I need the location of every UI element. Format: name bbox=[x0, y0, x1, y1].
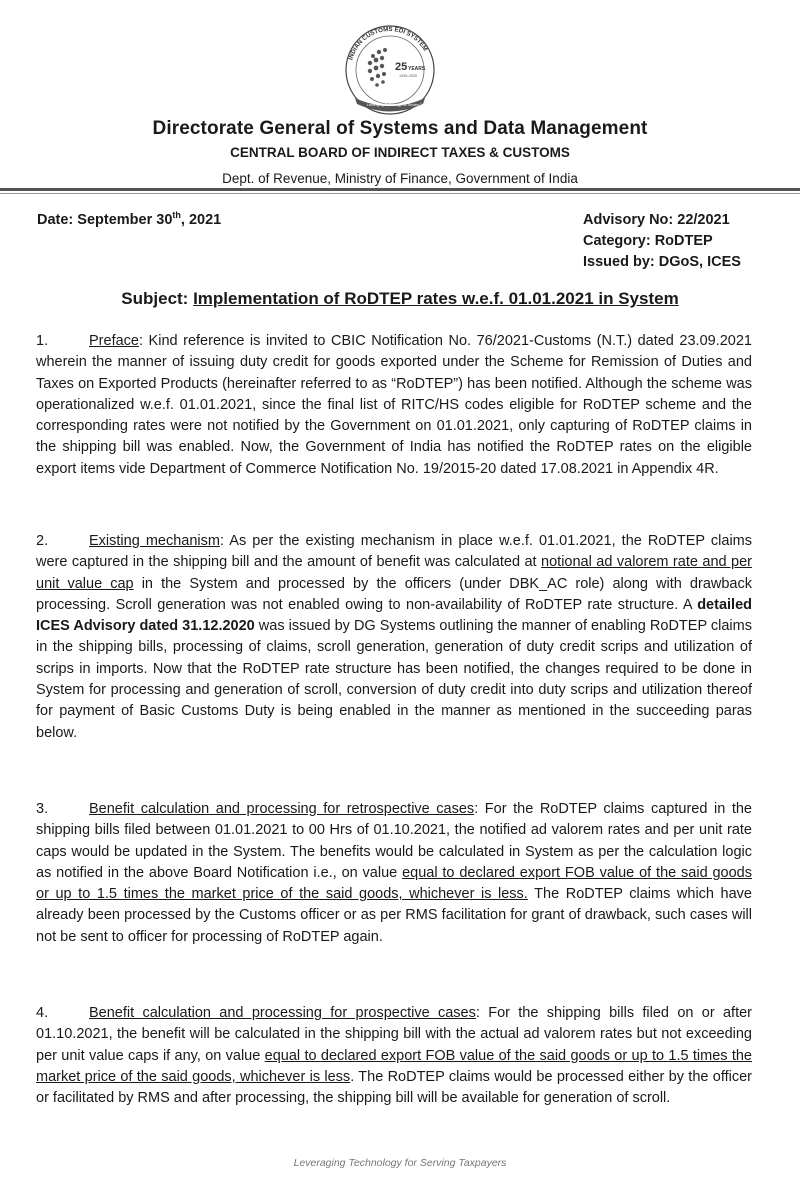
paragraph-heading: Benefit calculation and processing for prospective cases bbox=[89, 1005, 476, 1021]
advisory-date: Date: September 30th, 2021 bbox=[37, 210, 222, 228]
advisory-number: Advisory No: 22/2021 bbox=[583, 212, 730, 228]
advisory-category: Category: RoDTEP bbox=[583, 233, 713, 249]
paragraph-heading: Preface bbox=[89, 333, 139, 349]
org-name: Directorate General of Systems and Data Management bbox=[152, 118, 648, 139]
header-rule bbox=[0, 188, 800, 191]
paragraph-existing-mechanism: 2. Existing mechanism: As per the existing mechanism in place w.e.f. 01.01.2021, the RoDTEP claims were captured in the shipping bill and the amount of benefit was calculated at notional ad valorem rate and per unit value cap in the System and processed by the officers (under DBK_AC role) along with drawback processing. Scroll generation was not enabled owing to non-availability of RoDTEP rate structure. A detailed ICES Advisory dated 31.12.2020 was issued by DG Systems outlining the manner of enabling RoDTEP claims in the shipping bills, processing of claims, scroll generation, generation of duty credit scrips and utilization of scrips in imports. Now that the RoDTEP rate structure has been notified, the changes required to be done in System for processing and generation of scroll, conversion of duty credit into duty scrips and utilization thereof for payment of Basic Customs Duty is being enabled in the manner as mentioned in the succeeding paras below. bbox=[36, 533, 752, 741]
paragraph-heading: Existing mechanism bbox=[89, 533, 220, 549]
subject-line: Subject: Implementation of RoDTEP rates w.e.f. 01.01.2021 in System bbox=[121, 289, 679, 308]
subject-text: Implementation of RoDTEP rates w.e.f. 01.01.2021 in System bbox=[193, 289, 679, 308]
dept-name: Dept. of Revenue, Ministry of Finance, Government of India bbox=[222, 171, 578, 186]
svg-text:Leveraging Technology for Serv: Leveraging Technology for Serving Taxpayers bbox=[367, 103, 436, 107]
advisory-issuer: Issued by: DGoS, ICES bbox=[583, 254, 741, 270]
header-rule-thin bbox=[0, 193, 800, 194]
advisory-meta bbox=[583, 210, 741, 273]
svg-text:1995-2020: 1995-2020 bbox=[399, 74, 418, 78]
footer-tagline: Leveraging Technology for Serving Taxpayers bbox=[293, 1157, 507, 1169]
paragraph-prospective-cases: 4. Benefit calculation and processing for prospective cases: For the shipping bills filed on or after 01.10.2021, the benefit will be calculated in the shipping bill with the actual ad valorem rates but not exceeding per unit value caps if any, on value equal to declared export FOB value of the said goods or up to 1.5 times the market price of the said goods, whichever is less. The RoDTEP claims would be processed either by the officer or facilitated by RMS and after processing, the shipping bill will be available for generation of scroll. bbox=[36, 1005, 752, 1107]
paragraph-preface: 1. Preface: Kind reference is invited to CBIC Notification No. 76/2021-Customs (N.T.) dated 23.09.2021 wherein the manner of issuing duty credit for goods exported under the Scheme for Remission of Duties and Taxes on Exported Products (hereinafter referred to as “RoDTEP”) has been notified. Although the scheme was operationalized w.e.f. 01.01.2021, since the final list of RITC/HS codes eligible for RoDTEP scheme and the corresponding rates were not notified by the Government on 01.01.2021, only capturing of RoDTEP claims in the shipping bill was enabled. Now, the Government of India has notified the RoDTEP rates on the eligible export items vide Department of Commerce Notification No. 19/2015-20 dated 17.08.2021 in Appendix 4R. bbox=[36, 333, 752, 477]
paragraph-retrospective-cases: 3. Benefit calculation and processing for retrospective cases: For the RoDTEP claims captured in the shipping bills filed between 01.01.2021 to 00 Hrs of 01.10.2021, the notified ad valorem rates and per unit rate caps would be updated in the System. The benefits would be calculated in System as per the calculation logic as notified in the above Board Notification i.e., on value equal to declared export FOB value of the said goods or up to 1.5 times the market price of the said goods, whichever is less. The RoDTEP claims which have already been processed by the Customs officer or as per RMS facilitation for grant of drawback, such cases will not be sent to officer for processing of RoDTEP again. bbox=[36, 801, 752, 945]
svg-text:25: 25 bbox=[395, 61, 408, 73]
paragraph-heading: Benefit calculation and processing for retrospective cases bbox=[89, 801, 475, 817]
svg-text:YEARS: YEARS bbox=[408, 66, 426, 72]
dg-systems-logo bbox=[337, 18, 443, 118]
svg-text:INDIAN CUSTOMS EDI SYSTEM: INDIAN CUSTOMS EDI SYSTEM bbox=[347, 25, 429, 61]
board-name: CENTRAL BOARD OF INDIRECT TAXES & CUSTOMS bbox=[230, 145, 570, 160]
